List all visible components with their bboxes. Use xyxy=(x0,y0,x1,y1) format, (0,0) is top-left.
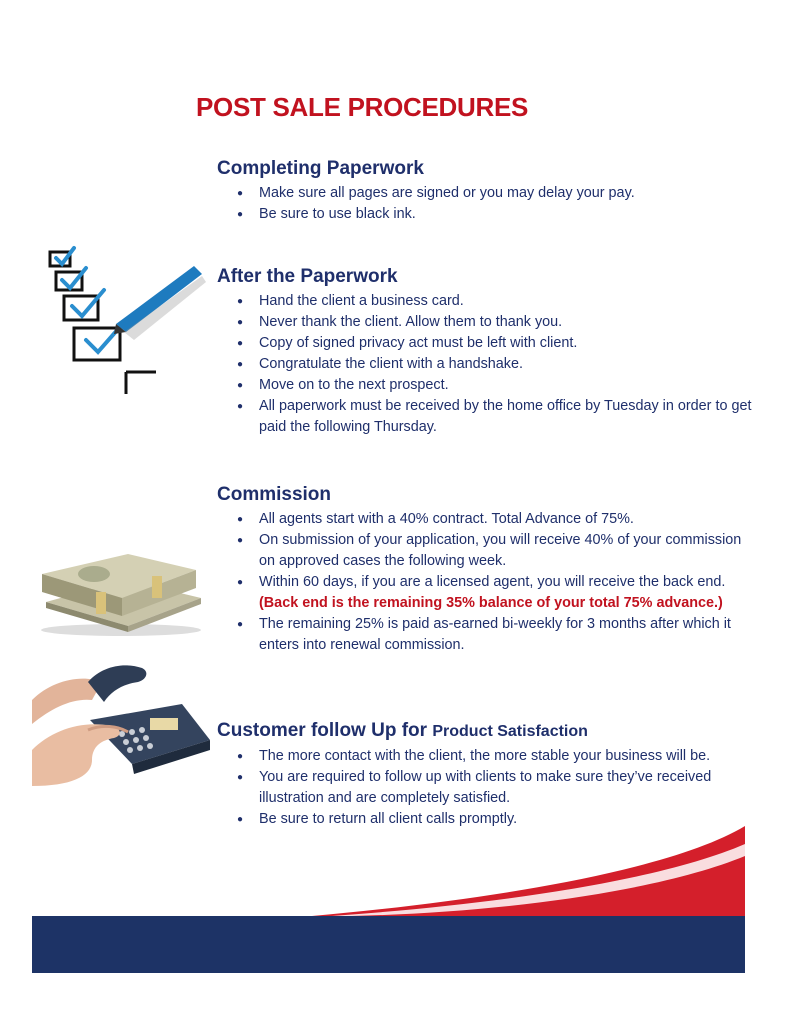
list-item: ● Make sure all pages are signed or you may delay your pay. xyxy=(259,183,757,204)
list-item: ● On submission of your application, you will receive 40% of your commission on approved cases the following week. xyxy=(259,530,757,572)
list-item: ● The more contact with the client, the more stable your business will be. xyxy=(259,746,757,767)
section-commission xyxy=(217,483,757,656)
section-heading: Commission xyxy=(217,484,332,505)
list-item: ● Be sure to use black ink. xyxy=(259,204,757,225)
section-heading xyxy=(217,719,757,744)
money-stacks-icon xyxy=(36,540,206,636)
section-heading: After the Paperwork xyxy=(217,266,398,287)
bullet-list xyxy=(217,183,757,225)
list-item: ● The remaining 25% is paid as-earned bi-weekly for 3 months after which it enters into renewal commission. xyxy=(259,614,757,656)
list-item xyxy=(259,572,757,614)
section-customer-follow-up xyxy=(217,719,757,830)
footer-band xyxy=(32,916,745,973)
list-item: ● Hand the client a business card. xyxy=(259,291,757,312)
checklist-with-pen-icon xyxy=(34,244,206,396)
list-item: ● Copy of signed privacy act must be left with client. xyxy=(259,333,757,354)
highlight-note: (Back end is the remaining 35% balance of your total 75% advance.) xyxy=(259,595,723,611)
section-after-paperwork xyxy=(217,265,757,438)
heading-sub: Product Satisfaction xyxy=(432,723,588,740)
list-item: ● Move on to the next prospect. xyxy=(259,375,757,396)
bullet-list xyxy=(217,291,757,438)
list-item: ● All agents start with a 40% contract. Total Advance of 75%. xyxy=(259,509,757,530)
list-item: ● Congratulate the client with a handshake. xyxy=(259,354,757,375)
heading-main: Customer follow Up for xyxy=(217,720,428,741)
page-title: POST SALE PROCEDURES xyxy=(196,92,529,122)
list-item: ● You are required to follow up with clients to make sure they’ve received illustration and are completely satisfied. xyxy=(259,767,757,809)
telephone-dialing-icon xyxy=(32,660,216,788)
section-completing-paperwork xyxy=(217,157,757,225)
bullet-list xyxy=(217,509,757,656)
list-item: ● Never thank the client. Allow them to thank you. xyxy=(259,312,757,333)
list-item: ● All paperwork must be received by the home office by Tuesday in order to get paid the following Thursday. xyxy=(259,396,757,438)
bullet-list xyxy=(217,746,757,830)
footer-swoosh xyxy=(32,820,745,916)
list-item: ● Be sure to return all client calls promptly. xyxy=(259,809,757,830)
section-heading: Completing Paperwork xyxy=(217,158,424,179)
list-item-text: Within 60 days, if you are a licensed agent, you will receive the back end. xyxy=(259,574,726,590)
